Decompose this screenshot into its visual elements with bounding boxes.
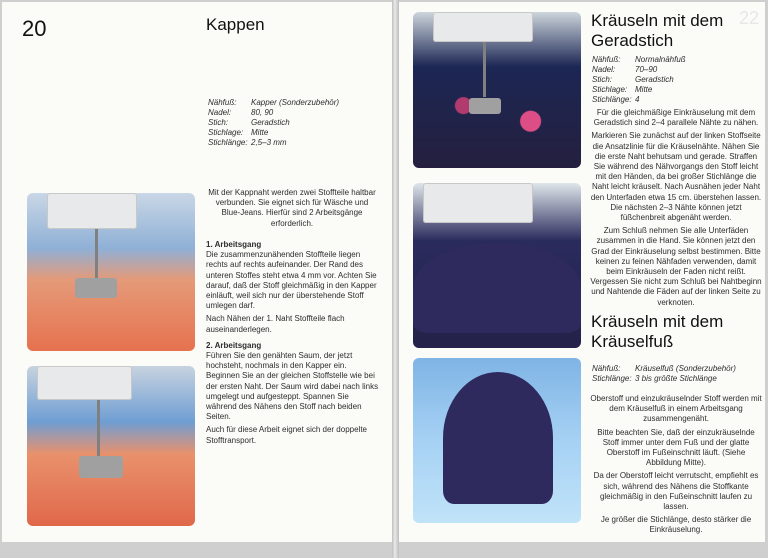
spec-row: Stichlänge: 3 bis größte Stichlänge bbox=[592, 374, 717, 383]
photo-gathering-threads bbox=[413, 183, 581, 348]
spec-row: Stichlage: Mitte bbox=[208, 128, 269, 137]
spec-row: Stichlänge: 4 bbox=[592, 95, 640, 104]
paragraph: Bitte beachten Sie, daß der einzukräuselnde Stoff immer unter dem Fuß und der glatte Oberstoff im Fußeinschnitt läuft. (Siehe Abbildung Mitte). bbox=[597, 427, 755, 468]
presser-foot bbox=[75, 278, 117, 298]
spec-list-geradstich bbox=[592, 55, 686, 105]
spec-row: Nähfuß: Kapper (Sonderzubehör) bbox=[208, 98, 340, 107]
paragraph: Da der Oberstoff leicht verrutscht, empfiehlt es sich, während des Nähens die Stoffkante gleichmäßig in den Fußeinschnitt laufen zu lassen. bbox=[593, 471, 759, 512]
right-page bbox=[399, 2, 765, 542]
machine-head bbox=[47, 193, 137, 229]
needle bbox=[95, 229, 98, 284]
gathered-fabric bbox=[413, 243, 581, 333]
spec-row: Nähfuß: Kräuselfuß (Sonderzubehör) bbox=[592, 364, 736, 373]
spec-list-kappen bbox=[208, 98, 339, 148]
title-kraeuseln-kraeuselfuss: Kräuseln mit dem Kräuselfuß bbox=[591, 312, 724, 351]
photo-kapper-step2 bbox=[27, 366, 195, 526]
needle bbox=[97, 400, 100, 460]
machine-head bbox=[37, 366, 132, 400]
title-kraeuseln-geradstich: Kräuseln mit dem Geradstich bbox=[591, 11, 724, 50]
spec-row: Nadel: 70–90 bbox=[592, 65, 658, 74]
floral-skirt bbox=[443, 372, 553, 504]
photo-kapper-step1 bbox=[27, 193, 195, 351]
geradstich-text bbox=[589, 108, 763, 311]
step2-paragraph: Führen Sie den genähten Saum, der jetzt hochsteht, nochmals in den Kapper ein. Beginnen Sie an der gleichen Stoffstelle wie bei der ersten Naht. Der Saum wird dabei nach links umgelegt und aufgesteppt. Spannen Sie während des Nähens den Stoff nach beiden Seiten. bbox=[206, 351, 379, 422]
book-gutter bbox=[392, 0, 399, 558]
kappen-text bbox=[206, 188, 378, 232]
step2-paragraph-2: Auch für diese Arbeit eignet sich der doppelte Stofftransport. bbox=[206, 425, 367, 445]
presser-foot bbox=[79, 456, 123, 478]
left-page bbox=[2, 2, 392, 542]
page-number-right: 22 bbox=[738, 8, 759, 28]
machine-head bbox=[423, 183, 533, 223]
photo-gathered-skirt bbox=[413, 358, 581, 523]
step2-heading: 2. Arbeitsgang bbox=[206, 340, 262, 350]
presser-foot bbox=[469, 98, 501, 114]
page-number-left: 20 bbox=[22, 16, 47, 41]
paragraph: Zum Schluß nehmen Sie alle Unterfäden zusammen in die Hand. Sie können jetzt den Grad der Einkräuselung selbst bestimmen. Bitte keinen zu feinen Nähfaden verwenden, damit beim Einkräuseln der Faden nicht reißt. Vergessen Sie nicht zum Schluß bei Nahtbeginn und Nahtende die Fäden auf der linken Seite zu verknoten. bbox=[590, 226, 762, 307]
step1-paragraph: Die zusammenzunähenden Stoffteile liegen rechts auf rechts aufeinander. Der Rand des unteren Stoffes steht etwa 4 mm vor. Achten Sie darauf, daß der Stoff gleichmäßig in den Kapper einläuft, weil sich nur der überstehende Stoff umlegen darf. bbox=[206, 250, 377, 311]
spec-list-kraeuselfuss bbox=[592, 364, 736, 384]
step1-paragraph-2: Nach Nähen der 1. Naht Stoffteile flach auseinanderlegen. bbox=[206, 314, 345, 334]
spec-row: Stich: Geradstich bbox=[592, 75, 674, 84]
intro-paragraph: Mit der Kappnaht werden zwei Stoffteile haltbar verbunden. Sie eignet sich für Wäsche und Blue-Jeans. Hierfür sind 2 Arbeitsgänge erforderlich. bbox=[208, 188, 376, 228]
spec-row: Nadel: 80, 90 bbox=[208, 108, 274, 117]
photo-gathering-straight-stitch bbox=[413, 12, 581, 168]
paragraph: Oberstoff und einzukräuselnder Stoff werden mit dem Kräuselfuß in einem Arbeitsgang zusammengenäht. bbox=[590, 394, 762, 424]
needle bbox=[483, 42, 486, 97]
spec-row: Stichlänge: 2,5–3 mm bbox=[208, 138, 287, 147]
paragraph: Je größer die Stichlänge, desto stärker die Einkräuselung. bbox=[600, 515, 752, 535]
kraeuselfuss-text bbox=[589, 394, 763, 539]
spec-row: Stich: Geradstich bbox=[208, 118, 290, 127]
paragraph: Für die gleichmäßige Einkräuselung mit dem Geradstich sind 2–4 parallele Nähte zu nähen. bbox=[593, 108, 759, 128]
step1-heading: 1. Arbeitsgang bbox=[206, 240, 262, 249]
machine-head bbox=[433, 12, 533, 42]
spec-row: Nähfuß: Normalnähfuß bbox=[592, 55, 686, 64]
paragraph: Markieren Sie zunächst auf der linken Stoffseite die Ansatzlinie für die Kräuselnähte. Nähen Sie die erste Naht behutsam und gerade. Straffen Sie während des Nähvorgangs den Stoff leicht mit den Händen, da bei großer Stichlänge die Naht leicht kräuselt. Nach Ausnähen jeder Naht den Unterfaden etwa 15 cm. überstehen lassen. Die nächsten 2–3 Nähte können jetzt füßchenbreit abgenäht werden. bbox=[590, 131, 762, 223]
spec-row: Stichlage: Mitte bbox=[592, 85, 653, 94]
page-title-kappen: Kappen bbox=[206, 15, 265, 34]
kappen-steps bbox=[206, 234, 380, 449]
